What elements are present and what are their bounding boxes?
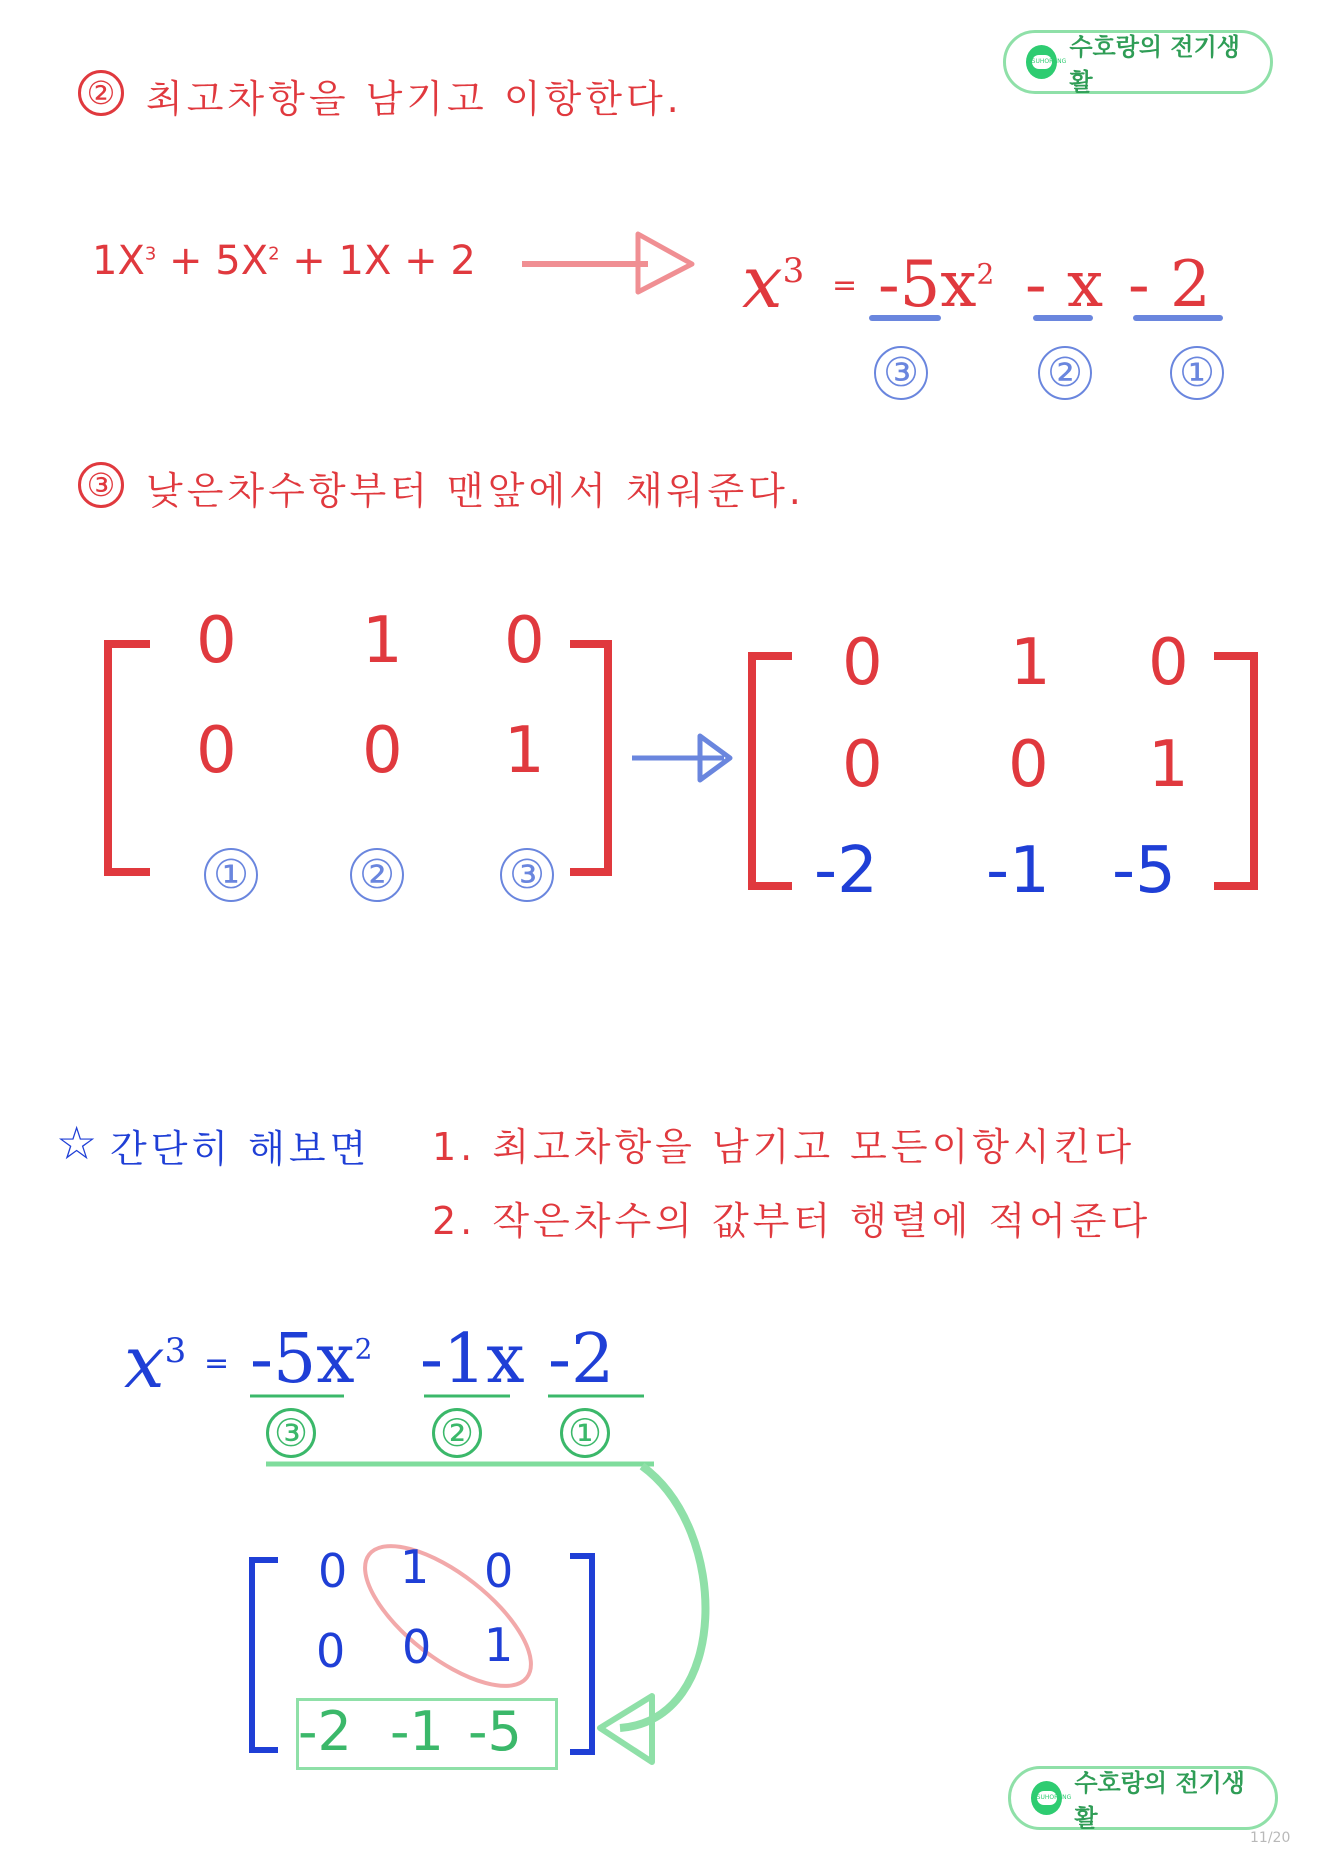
step2-title: 최고차항을 남기고 이항한다.: [146, 77, 683, 121]
page-number: 11/20: [1250, 1830, 1291, 1846]
star-icon: ☆: [56, 1116, 98, 1170]
poly-term: + 1X + 2: [292, 238, 476, 284]
step3-number: ③: [78, 462, 124, 508]
summary-matrix-cell: 1: [400, 1540, 430, 1594]
arrow-right-icon: [628, 730, 738, 790]
summary-term: -1x: [420, 1320, 525, 1399]
poly-term: + 5X: [169, 238, 269, 284]
brand-name: 수호랑의 전기생활: [1074, 1769, 1245, 1832]
order-tag: ③: [874, 346, 928, 400]
matrix-left-cell: 0: [196, 604, 237, 678]
brand-badge-bottom: [1008, 1766, 1278, 1830]
summary-matrix-cell: 0: [316, 1624, 346, 1678]
matrix-right-cell: -2: [814, 834, 878, 908]
rhs-term-text: -5x: [878, 248, 977, 322]
matrix-right-cell: -5: [1112, 834, 1176, 908]
summary-term: -2: [548, 1320, 615, 1399]
summary-matrix-cell: 0: [318, 1544, 348, 1598]
summary-matrix-cell: -1: [390, 1700, 444, 1763]
order-tag: ①: [204, 848, 258, 902]
matrix-right-cell: -1: [986, 834, 1050, 908]
order-tag: ②: [1038, 346, 1092, 400]
summary-matrix-cell: -5: [468, 1700, 522, 1763]
order-tag: ①: [1170, 346, 1224, 400]
matrix-right-cell: 0: [842, 728, 883, 802]
brand-name: 수호랑의 전기생활: [1069, 33, 1240, 96]
summary-matrix-cell: -2: [298, 1700, 352, 1763]
matrix-left-cell: 0: [196, 714, 237, 788]
summary-rule: 1. 최고차항을 남기고 모든이항시킨다: [432, 1125, 1136, 1169]
chat-bubble-icon: SUHORANG: [1026, 45, 1057, 79]
matrix-right-cell: 0: [1148, 626, 1189, 700]
matrix-right-cell: 0: [842, 626, 883, 700]
summary-matrix-cell: 0: [484, 1544, 514, 1598]
order-tag: ③: [266, 1408, 316, 1458]
poly-exp: 3: [144, 243, 157, 265]
poly-term: 1X: [92, 238, 145, 284]
eq-sign: =: [832, 268, 858, 303]
term-underlines: [868, 308, 1228, 328]
summary-heading: 간단히 해보면: [110, 1127, 371, 1171]
eq-lhs-exp: 3: [782, 251, 805, 291]
step2-number: ②: [78, 70, 124, 116]
summary-rule: 2. 작은차수의 값부터 행렬에 적어준다: [432, 1199, 1152, 1243]
eq-lhs-var: x: [742, 240, 783, 324]
order-tag: ②: [350, 848, 404, 902]
rhs-term: - 2: [1128, 248, 1211, 322]
rhs-term: - x: [1025, 248, 1104, 322]
order-tag: ③: [500, 848, 554, 902]
matrix-right-cell: 1: [1148, 728, 1189, 802]
rhs-term-exp: 2: [976, 257, 995, 291]
order-tag: ②: [432, 1408, 482, 1458]
summary-matrix-cell: 0: [402, 1620, 432, 1674]
brand-badge-top: [1003, 30, 1273, 94]
matrix-left-cell: 0: [362, 714, 403, 788]
matrix-left-cell: 1: [362, 604, 403, 678]
matrix-left-cell: 0: [504, 604, 545, 678]
matrix-right-cell: 0: [1008, 728, 1049, 802]
summary-matrix-cell: 1: [484, 1618, 514, 1672]
order-tag: ①: [560, 1408, 610, 1458]
matrix-left-cell: 1: [504, 714, 545, 788]
poly-exp: 2: [268, 243, 280, 265]
polynomial: [92, 238, 476, 284]
summary-eq-lhs-var: x: [124, 1320, 165, 1404]
chat-bubble-icon: SUHORANG: [1031, 1781, 1062, 1815]
diagonal-highlight: [348, 1516, 548, 1716]
eq-lhs: [742, 240, 804, 324]
summary-term-exp: 2: [354, 1332, 373, 1366]
matrix-right-cell: 1: [1010, 626, 1051, 700]
summary-eq-lhs-exp: 3: [164, 1331, 187, 1371]
step3-title: 낮은차수항부터 맨앞에서 채워준다.: [146, 469, 805, 513]
summary-eq-sign: =: [204, 1346, 230, 1381]
summary-term-text: -5x: [250, 1320, 355, 1399]
arrow-right-icon: [520, 228, 700, 298]
summary-eq-lhs: [124, 1320, 186, 1404]
